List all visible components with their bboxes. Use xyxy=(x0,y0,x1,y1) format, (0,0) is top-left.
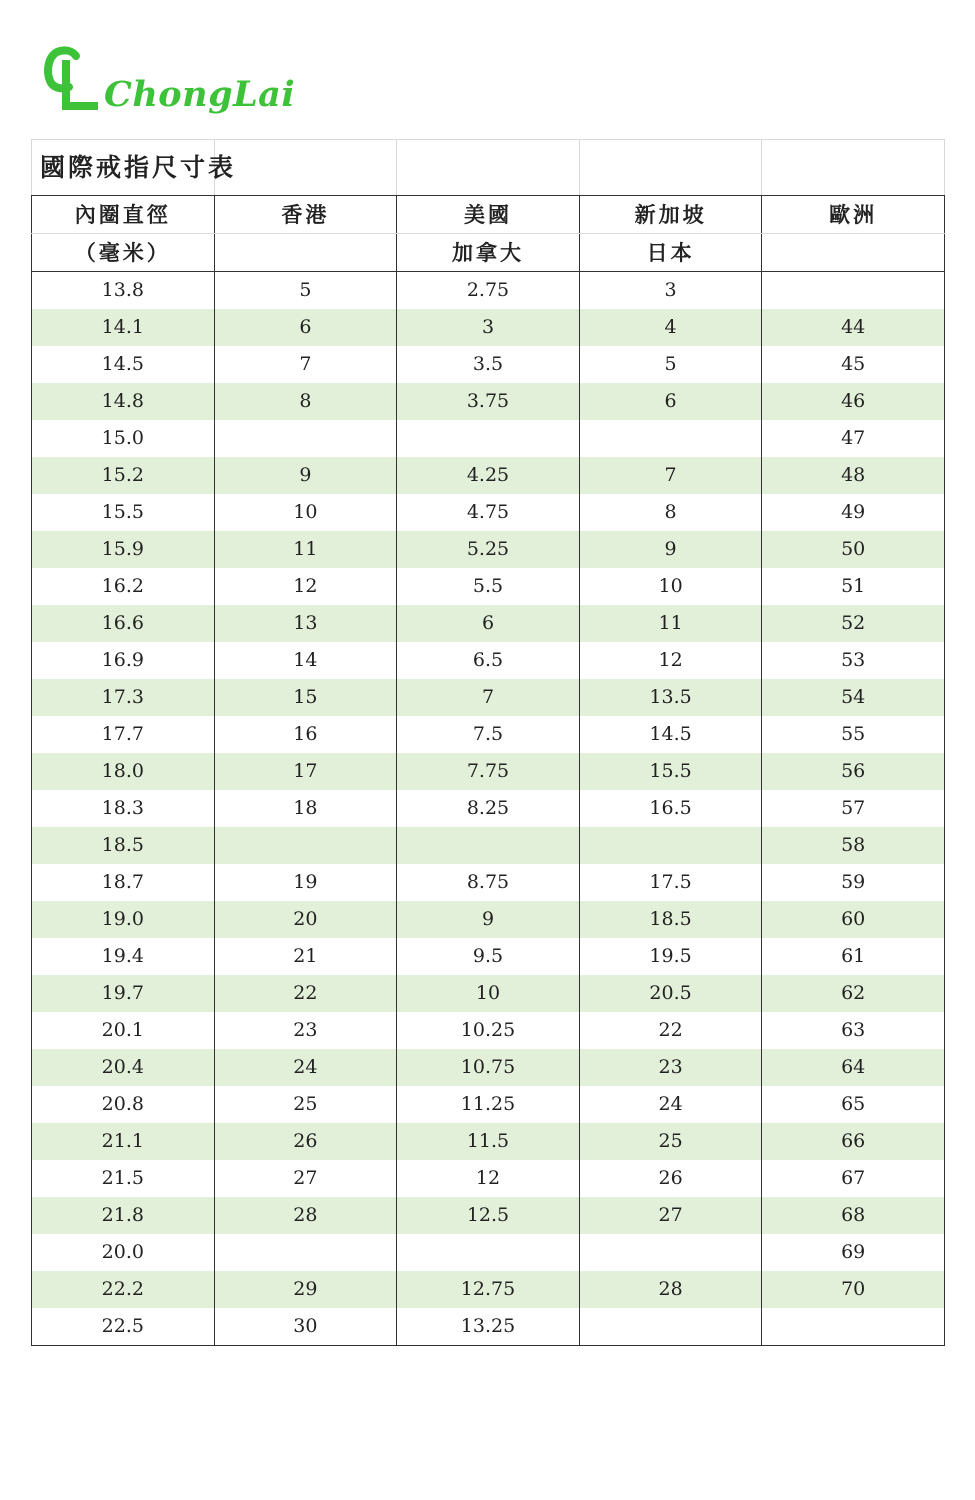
table-cell: 63 xyxy=(762,1012,945,1049)
table-cell xyxy=(579,420,762,457)
table-cell: 8 xyxy=(214,383,397,420)
title-row xyxy=(32,140,945,196)
table-cell: 4.75 xyxy=(397,494,580,531)
table-cell: 48 xyxy=(762,457,945,494)
table-cell xyxy=(214,827,397,864)
table-cell: 17 xyxy=(214,753,397,790)
table-row xyxy=(32,457,945,494)
table-cell: 16.9 xyxy=(32,642,215,679)
table-row xyxy=(32,1271,945,1308)
table-cell: 7.75 xyxy=(397,753,580,790)
table-row xyxy=(32,383,945,420)
table-cell xyxy=(397,1234,580,1271)
header-subcell xyxy=(762,234,945,272)
table-cell: 16 xyxy=(214,716,397,753)
table-cell: 16.2 xyxy=(32,568,215,605)
table-cell: 22.5 xyxy=(32,1308,215,1346)
table-cell: 15.0 xyxy=(32,420,215,457)
table-cell: 5.5 xyxy=(397,568,580,605)
table-cell: 62 xyxy=(762,975,945,1012)
title-blank-cell xyxy=(214,140,397,196)
header-cell: 歐洲 xyxy=(762,196,945,234)
table-cell xyxy=(214,420,397,457)
table-row xyxy=(32,1049,945,1086)
header-cell: 香港 xyxy=(214,196,397,234)
table-cell: 10.25 xyxy=(397,1012,580,1049)
table-cell: 2.75 xyxy=(397,272,580,310)
table-cell: 44 xyxy=(762,309,945,346)
table-cell: 19.7 xyxy=(32,975,215,1012)
ring-size-table xyxy=(31,139,945,1346)
table-cell: 4 xyxy=(579,309,762,346)
table-cell: 64 xyxy=(762,1049,945,1086)
table-cell: 20 xyxy=(214,901,397,938)
table-cell: 16.6 xyxy=(32,605,215,642)
table-cell: 5 xyxy=(214,272,397,310)
table-cell: 3.75 xyxy=(397,383,580,420)
table-cell: 18.5 xyxy=(32,827,215,864)
table-cell: 13.5 xyxy=(579,679,762,716)
table-cell: 15.5 xyxy=(579,753,762,790)
table-row xyxy=(32,864,945,901)
table-cell: 19.4 xyxy=(32,938,215,975)
header-cell: 內圈直徑 xyxy=(32,196,215,234)
table-row xyxy=(32,1123,945,1160)
table-row xyxy=(32,753,945,790)
cl-monogram-icon xyxy=(42,44,102,114)
table-cell xyxy=(762,272,945,310)
table-cell: 6 xyxy=(214,309,397,346)
table-cell: 14.5 xyxy=(579,716,762,753)
table-cell: 5 xyxy=(579,346,762,383)
table-cell: 50 xyxy=(762,531,945,568)
chonglai-logo xyxy=(42,44,302,124)
table-cell: 15.5 xyxy=(32,494,215,531)
table-cell: 22.2 xyxy=(32,1271,215,1308)
table-cell: 10 xyxy=(214,494,397,531)
table-row xyxy=(32,568,945,605)
table-cell: 6 xyxy=(397,605,580,642)
table-row xyxy=(32,1160,945,1197)
table-cell: 7 xyxy=(579,457,762,494)
table-cell: 19.0 xyxy=(32,901,215,938)
table-cell: 16.5 xyxy=(579,790,762,827)
table-cell: 14 xyxy=(214,642,397,679)
table-row xyxy=(32,1197,945,1234)
table-cell: 20.1 xyxy=(32,1012,215,1049)
table-cell: 58 xyxy=(762,827,945,864)
header-subcell: 加拿大 xyxy=(397,234,580,272)
table-cell: 45 xyxy=(762,346,945,383)
table-cell: 29 xyxy=(214,1271,397,1308)
table-cell xyxy=(214,1234,397,1271)
table-cell: 12 xyxy=(214,568,397,605)
table-cell: 3 xyxy=(397,309,580,346)
table-cell: 12.5 xyxy=(397,1197,580,1234)
table-cell: 10.75 xyxy=(397,1049,580,1086)
header-row-2 xyxy=(32,234,945,272)
table-cell: 9 xyxy=(579,531,762,568)
table-cell: 28 xyxy=(214,1197,397,1234)
table-body xyxy=(32,272,945,1346)
header-subcell: 日本 xyxy=(579,234,762,272)
table-cell: 8.75 xyxy=(397,864,580,901)
table-row xyxy=(32,1086,945,1123)
table-cell: 18.3 xyxy=(32,790,215,827)
table-cell: 70 xyxy=(762,1271,945,1308)
table-cell: 15 xyxy=(214,679,397,716)
table-cell: 14.5 xyxy=(32,346,215,383)
table-cell: 60 xyxy=(762,901,945,938)
table-cell: 12.75 xyxy=(397,1271,580,1308)
table-row xyxy=(32,679,945,716)
table-cell: 27 xyxy=(579,1197,762,1234)
table-cell: 47 xyxy=(762,420,945,457)
table-cell: 3.5 xyxy=(397,346,580,383)
table-cell: 69 xyxy=(762,1234,945,1271)
table-cell: 13.8 xyxy=(32,272,215,310)
table-row xyxy=(32,1012,945,1049)
table-cell: 9 xyxy=(214,457,397,494)
table-row xyxy=(32,938,945,975)
table-cell: 65 xyxy=(762,1086,945,1123)
table-cell: 20.8 xyxy=(32,1086,215,1123)
table-cell xyxy=(762,1308,945,1346)
table-cell: 46 xyxy=(762,383,945,420)
brand-name: ChongLai xyxy=(104,74,296,115)
table-row xyxy=(32,272,945,310)
table-cell: 56 xyxy=(762,753,945,790)
table-cell: 11.25 xyxy=(397,1086,580,1123)
table-cell: 20.4 xyxy=(32,1049,215,1086)
table-cell: 9.5 xyxy=(397,938,580,975)
table-cell: 25 xyxy=(579,1123,762,1160)
table-cell: 24 xyxy=(214,1049,397,1086)
table-cell: 3 xyxy=(579,272,762,310)
table-cell: 17.5 xyxy=(579,864,762,901)
table-cell: 19 xyxy=(214,864,397,901)
table-cell: 7.5 xyxy=(397,716,580,753)
table-cell: 28 xyxy=(579,1271,762,1308)
table-cell: 67 xyxy=(762,1160,945,1197)
table-cell: 11 xyxy=(579,605,762,642)
table-cell: 21.5 xyxy=(32,1160,215,1197)
title-blank-cell xyxy=(397,140,580,196)
table-cell: 52 xyxy=(762,605,945,642)
table-cell xyxy=(579,1308,762,1346)
table-cell: 6.5 xyxy=(397,642,580,679)
table-row xyxy=(32,420,945,457)
table-cell: 23 xyxy=(214,1012,397,1049)
table-cell: 15.2 xyxy=(32,457,215,494)
table-cell: 21 xyxy=(214,938,397,975)
table-row xyxy=(32,309,945,346)
table-cell: 18.5 xyxy=(579,901,762,938)
table-cell: 14.8 xyxy=(32,383,215,420)
table-cell: 10 xyxy=(397,975,580,1012)
header-cell: 新加坡 xyxy=(579,196,762,234)
table-cell: 12 xyxy=(579,642,762,679)
table-row xyxy=(32,494,945,531)
table-cell xyxy=(397,827,580,864)
table-cell: 14.1 xyxy=(32,309,215,346)
table-cell: 22 xyxy=(214,975,397,1012)
table-title: 國際戒指尺寸表 xyxy=(32,140,215,196)
table-cell: 68 xyxy=(762,1197,945,1234)
table-cell xyxy=(397,420,580,457)
table-cell: 21.1 xyxy=(32,1123,215,1160)
table-cell: 20.5 xyxy=(579,975,762,1012)
table-cell: 17.7 xyxy=(32,716,215,753)
table-cell: 6 xyxy=(579,383,762,420)
table-cell: 54 xyxy=(762,679,945,716)
table-cell: 24 xyxy=(579,1086,762,1123)
table-row xyxy=(32,790,945,827)
table-cell: 61 xyxy=(762,938,945,975)
table-cell: 7 xyxy=(214,346,397,383)
table-cell: 17.3 xyxy=(32,679,215,716)
header-row-1 xyxy=(32,196,945,234)
table-cell: 18.7 xyxy=(32,864,215,901)
table-cell: 22 xyxy=(579,1012,762,1049)
header-subcell xyxy=(214,234,397,272)
table-cell: 7 xyxy=(397,679,580,716)
header-subcell: （毫米） xyxy=(32,234,215,272)
table-cell: 12 xyxy=(397,1160,580,1197)
table-cell: 51 xyxy=(762,568,945,605)
table-cell: 8 xyxy=(579,494,762,531)
table-cell: 55 xyxy=(762,716,945,753)
ring-size-sheet xyxy=(31,139,944,1346)
title-blank-cell xyxy=(579,140,762,196)
table-row xyxy=(32,827,945,864)
table-cell: 13 xyxy=(214,605,397,642)
table-row xyxy=(32,346,945,383)
table-cell: 8.25 xyxy=(397,790,580,827)
table-cell: 66 xyxy=(762,1123,945,1160)
table-cell: 57 xyxy=(762,790,945,827)
table-cell: 27 xyxy=(214,1160,397,1197)
table-cell xyxy=(579,827,762,864)
header-cell: 美國 xyxy=(397,196,580,234)
table-cell: 53 xyxy=(762,642,945,679)
table-cell: 11 xyxy=(214,531,397,568)
table-row xyxy=(32,716,945,753)
table-cell: 21.8 xyxy=(32,1197,215,1234)
table-cell: 4.25 xyxy=(397,457,580,494)
table-row xyxy=(32,1308,945,1346)
table-cell: 20.0 xyxy=(32,1234,215,1271)
table-cell: 18.0 xyxy=(32,753,215,790)
table-cell: 23 xyxy=(579,1049,762,1086)
table-cell: 15.9 xyxy=(32,531,215,568)
table-cell: 25 xyxy=(214,1086,397,1123)
title-blank-cell xyxy=(762,140,945,196)
table-cell: 19.5 xyxy=(579,938,762,975)
table-cell: 30 xyxy=(214,1308,397,1346)
table-row xyxy=(32,605,945,642)
table-row xyxy=(32,1234,945,1271)
table-cell: 13.25 xyxy=(397,1308,580,1346)
table-cell: 26 xyxy=(214,1123,397,1160)
table-row xyxy=(32,975,945,1012)
table-cell xyxy=(579,1234,762,1271)
table-cell: 5.25 xyxy=(397,531,580,568)
table-row xyxy=(32,901,945,938)
table-cell: 49 xyxy=(762,494,945,531)
table-cell: 10 xyxy=(579,568,762,605)
table-cell: 9 xyxy=(397,901,580,938)
table-row xyxy=(32,642,945,679)
table-cell: 59 xyxy=(762,864,945,901)
table-cell: 26 xyxy=(579,1160,762,1197)
table-cell: 11.5 xyxy=(397,1123,580,1160)
table-row xyxy=(32,531,945,568)
table-cell: 18 xyxy=(214,790,397,827)
